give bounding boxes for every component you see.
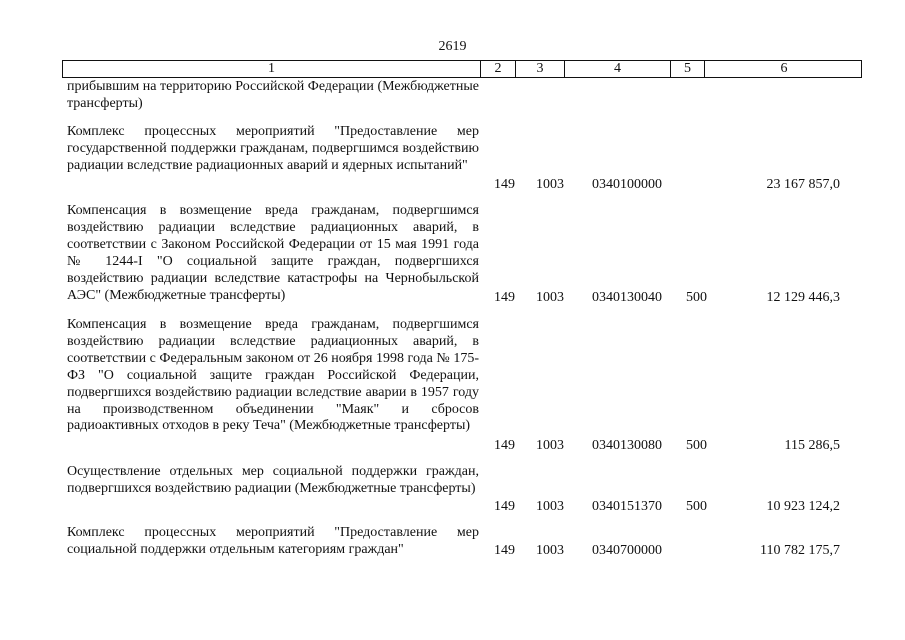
row-rz: 1003 [536, 438, 564, 453]
row-description: прибывшим на территорию Российской Федерации (Межбюджетные трансферты) [67, 79, 479, 111]
row-vr: 500 [686, 499, 707, 514]
header-col-3: 3 [516, 61, 565, 77]
row-vr: 500 [686, 290, 707, 305]
row-sum: 115 286,5 [784, 438, 840, 453]
row-rz: 1003 [536, 290, 564, 305]
header-col-5: 5 [671, 61, 705, 77]
row-cs: 0340151370 [592, 499, 662, 514]
header-col-2: 2 [481, 61, 516, 77]
page-number: 2619 [438, 39, 467, 54]
table-header [62, 60, 862, 78]
header-col-4: 4 [565, 61, 671, 77]
row-cs: 0340130080 [592, 438, 662, 453]
row-gr: 149 [494, 499, 515, 514]
row-sum: 10 923 124,2 [766, 499, 840, 514]
row-cs: 0340100000 [592, 177, 662, 192]
row-vr: 500 [686, 438, 707, 453]
row-sum: 12 129 446,3 [766, 290, 840, 305]
row-rz: 1003 [536, 177, 564, 192]
row-gr: 149 [494, 438, 515, 453]
header-col-1: 1 [63, 61, 481, 77]
row-sum: 110 782 175,7 [760, 543, 840, 558]
header-col-6: 6 [780, 61, 788, 76]
row-rz: 1003 [536, 499, 564, 514]
row-gr: 149 [494, 543, 515, 558]
row-cs: 0340700000 [592, 543, 662, 558]
row-gr: 149 [494, 290, 515, 305]
row-description: Комплекс процессных мероприятий "Предоставление мер социальной поддержки отдельным категориям граждан" [67, 525, 479, 557]
row-description: Осуществление отдельных мер социальной поддержки граждан, подвергшихся воздействию радиации (Межбюджетные трансферты) [67, 464, 479, 496]
row-description: Компенсация в возмещение вреда гражданам, подвергшимся воздействию радиации вследствие радиационных аварий, в соответствии с Федеральным законом от 26 ноября 1998 года № 175-ФЗ "О социальной защите граждан Российской Федерации, подвергшихся воздействию радиации вследствие аварии в 1957 году на производственном объединении "Маяк" и сбросов радиоактивных отходов в реку Теча" (Межбюджетные трансферты) [67, 317, 479, 434]
row-description: Комплекс процессных мероприятий "Предоставление мер государственной поддержки гражданам, подвергшимся воздействию радиации вследствие радиационных аварий и ядерных испытаний" [67, 124, 479, 173]
row-description: Компенсация в возмещение вреда гражданам, подвергшимся воздействию радиации вследствие радиационных аварий, в соответствии с Законом Российской Федерации от 15 мая 1991 года № 1244-I "О социальной защите граждан, подвергшихся воздействию радиации вследствие катастрофы на Чернобыльской АЭС" (Межбюджетные трансферты) [67, 203, 479, 303]
row-rz: 1003 [536, 543, 564, 558]
row-sum: 23 167 857,0 [766, 177, 840, 192]
row-gr: 149 [494, 177, 515, 192]
row-cs: 0340130040 [592, 290, 662, 305]
